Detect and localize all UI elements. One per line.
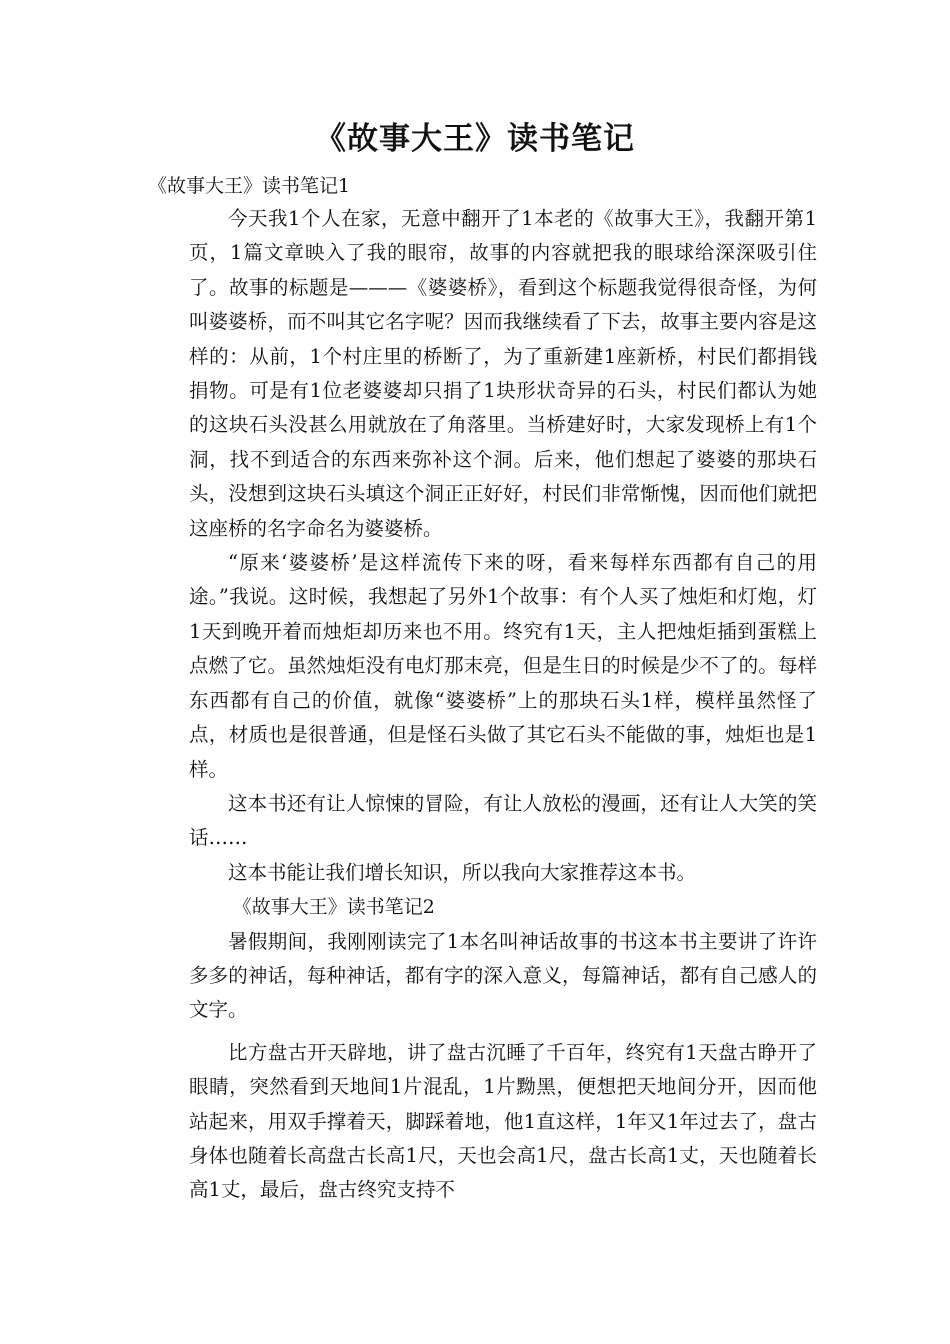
section-heading-1: 《故事大王》读书笔记1 bbox=[148, 175, 351, 197]
paragraph-3: 这本书还有让人惊悚的冒险，有让人放松的漫画，还有让人大笑的笑话…… bbox=[189, 791, 817, 850]
document-title: 《故事大王》读书笔记 bbox=[315, 121, 635, 157]
section-heading-2: 《故事大王》读书笔记2 bbox=[232, 896, 435, 919]
paragraph-6: 比方盘古开天辟地，讲了盘古沉睡了千百年，终究有1天盘古睁开了眼睛，突然看到天地间1片混乱，1片黝黑，便想把天地间分开，因而他站起来，用双手撑着天，脚踩着地，他1直这样，1年又1年过去了，盘古身体也随着长高盘古长高1尺，天也会高1尺，盘古长高1丈，天也随着长高1丈，最后，盘古终究支持不 bbox=[189, 1040, 817, 1202]
document-body bbox=[189, 202, 817, 1208]
paragraph-5: 暑假期间，我刚刚读完了1本名叫神话故事的书这本书主要讲了许许多多的神话，每种神话，都有字的深入意义，每篇神话，都有自己感人的文字。 bbox=[189, 929, 817, 1022]
paragraph-1: 今天我1个人在家，无意中翻开了1本老的《故事大王》，我翻开第1页，1篇文章映入了我的眼帘，故事的内容就把我的眼球给深深吸引住了。故事的标题是———《婆婆桥》，看到这个标题我觉得很奇怪，为何叫婆婆桥，而不叫其它名字呢？因而我继续看了下去，故事主要内容是这样的：从前，1个村庄里的桥断了，为了重新建1座新桥，村民们都捐钱捐物。可是有1位老婆婆却只捐了1块形状奇异的石头，村民们都认为她的这块石头没甚么用就放在了角落里。当桥建好时，大家发现桥上有1个洞，找不到适合的东西来弥补这个洞。后来，他们想起了婆婆的那块石头，没想到这块石头填这个洞正正好好，村民们非常惭愧，因而他们就把这座桥的名字命名为婆婆桥。 bbox=[189, 207, 817, 540]
paragraph-4: 这本书能让我们增长知识，所以我向大家推荐这本书。 bbox=[228, 860, 697, 884]
paragraph-2: “原来‘婆婆桥’是这样流传下来的呀，看来每样东西都有自己的用途。”我说。这时候，我想起了另外1个故事：有个人买了烛炬和灯炮，灯1天到晚开着而烛炬却历来也不用。终究有1天，主人把烛炬插到蛋糕上点燃了它。虽然烛炬没有电灯那末亮，但是生日的时候是少不了的。每样东西都有自己的价值，就像“婆婆桥”上的那块石头1样，模样虽然怪了点，材质也是很普通，但是怪石头做了其它石头不能做的事，烛炬也是1样。 bbox=[189, 551, 817, 781]
